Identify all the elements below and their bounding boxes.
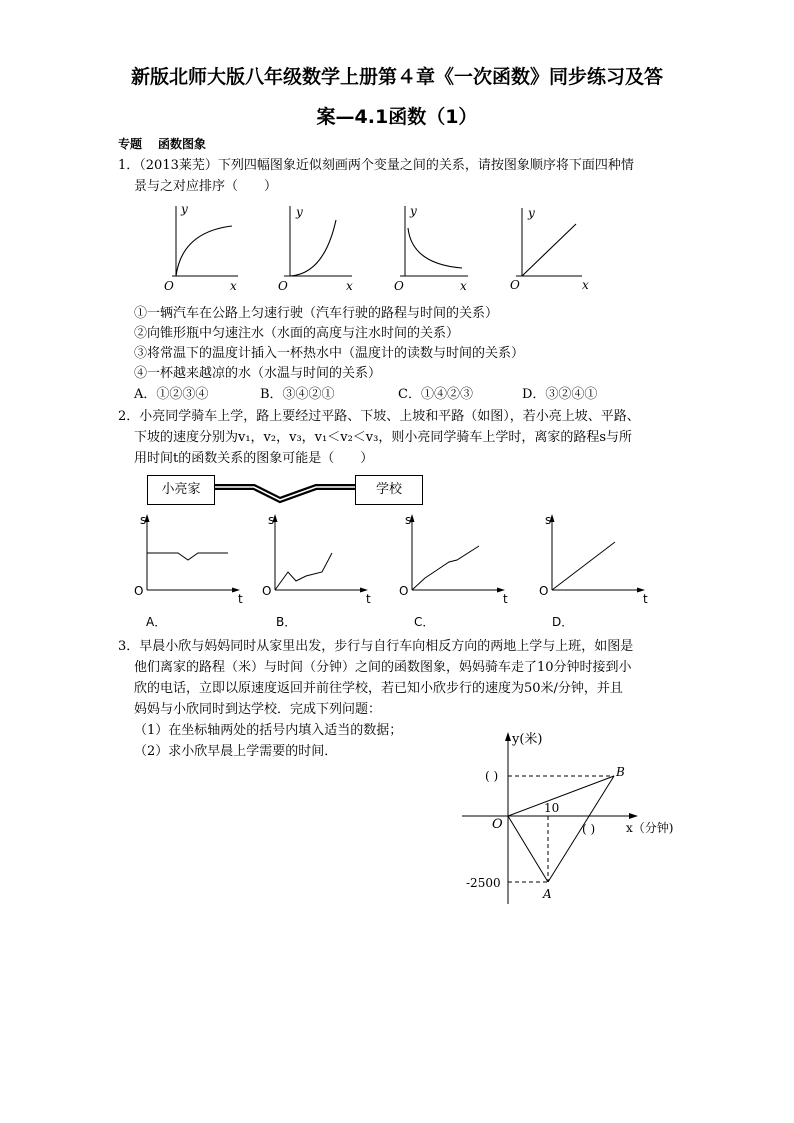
q2-gd-origin: O — [539, 584, 549, 598]
document-title-line2: 案—4.1函数（1） — [316, 106, 478, 128]
q3-graph — [456, 726, 686, 916]
q3-stem-line2: 他们离家的路程（米）与时间（分钟）之间的函数图象，妈妈骑车走了10分钟时接到小 — [134, 660, 632, 675]
q1-g3-origin: O — [394, 279, 404, 293]
q1-graph-1 — [158, 198, 248, 294]
q1-option-b: B．③④②① — [260, 387, 335, 402]
q3-y-blank: ( ) — [485, 769, 499, 783]
q3-origin-label: O — [492, 817, 503, 832]
q2-graph-c — [393, 510, 523, 610]
q2-option-b: B． — [276, 615, 297, 629]
q2-option-d: D． — [552, 615, 574, 629]
q2-gb-y-label: s — [268, 513, 275, 527]
q2-gd-y-label: s — [545, 513, 552, 527]
q3-sub-question-1: （1）在坐标轴两处的括号内填入适当的数据； — [134, 723, 403, 738]
topic-name: 函数图象 — [158, 137, 207, 151]
q2-ga-origin: O — [134, 584, 144, 598]
q2-gc-y-label: s — [405, 513, 412, 527]
q1-g2-origin: O — [278, 279, 288, 293]
q2-road-diagram — [214, 478, 356, 508]
q3-y-axis-label: y(米) — [512, 732, 543, 747]
q1-g3-y-label: y — [410, 204, 417, 218]
q2-stem-line2: 下坡的速度分别为v₁，v₂，v₃，v₁＜v₂＜v₃，则小亮同学骑车上学时，离家的路程s与所 — [134, 430, 633, 445]
q2-graph-a — [128, 510, 258, 610]
q3-point-a: A — [543, 887, 552, 901]
q2-stem-line3: 用时间t的函数关系的图象可能是（ ） — [134, 451, 374, 466]
q1-item-1: ①一辆汽车在公路上匀速行驶（汽车行驶的路程与时间的关系） — [134, 306, 499, 321]
q1-graph-4 — [504, 200, 594, 296]
document-title-line1: 新版北师大版八年级数学上册第４章《一次函数》同步练习及答 — [130, 66, 663, 88]
q1-g1-y-label: y — [181, 202, 188, 216]
q1-graph-2 — [270, 198, 360, 294]
q1-option-c: C．①④②③ — [398, 387, 473, 402]
q3-sub-question-2: （2）求小欣早晨上学需要的时间． — [134, 744, 338, 759]
q1-stem-line1: 1．（2013莱芜）下列四幅图象近似刻画两个变量之间的关系，请按图象顺序将下面四种情 — [118, 158, 634, 173]
q1-option-d: D．③②④① — [522, 387, 598, 402]
q2-option-c: C． — [414, 615, 435, 629]
q2-ga-y-label: s — [140, 513, 147, 527]
q2-stem-line1: 2．小亮同学骑车上学，路上要经过平路、下坡、上坡和平路（如图），若小亮上坡、平路、 — [118, 409, 640, 424]
q2-graph-d — [533, 510, 663, 610]
q3-tick-neg-2500: -2500 — [466, 876, 501, 890]
q3-x-axis-label: x（分钟) — [626, 821, 674, 835]
q2-gd-x-label: t — [643, 592, 648, 606]
q1-g3-x-label: x — [460, 279, 467, 293]
q1-item-2: ②向锥形瓶中匀速注水（水面的高度与注水时间的关系） — [134, 326, 460, 341]
q2-gc-x-label: t — [503, 592, 508, 606]
q3-tick-10: 10 — [544, 801, 560, 815]
q2-gc-origin: O — [399, 584, 409, 598]
q1-g2-y-label: y — [296, 205, 303, 219]
q2-graph-b — [256, 510, 386, 610]
q1-item-3: ③将常温下的温度计插入一杯热水中（温度计的读数与时间的关系） — [134, 346, 525, 361]
q3-point-b: B — [616, 765, 625, 779]
q1-g4-x-label: x — [582, 278, 589, 292]
q1-item-4: ④一杯越来越凉的水（水温与时间的关系） — [134, 366, 382, 381]
q3-stem-line1: 3．早晨小欣与妈妈同时从家里出发，步行与自行车向相反方向的两地上学与上班，如图是 — [118, 639, 634, 654]
q2-option-a: A． — [146, 615, 167, 629]
q3-stem-line3: 欣的电话，立即以原速度返回并前往学校，若已知小欣步行的速度为50米/分钟，并且 — [134, 681, 623, 696]
topic-label: 专题 — [118, 137, 143, 151]
q2-ga-x-label: t — [238, 592, 243, 606]
q1-option-a: A．①②③④ — [134, 387, 209, 402]
q1-graph-3 — [388, 198, 478, 294]
q1-g4-y-label: y — [528, 206, 535, 220]
q3-x-blank: ( ) — [582, 822, 596, 836]
school-box: 学校 — [355, 475, 423, 505]
home-box: 小亮家 — [147, 475, 215, 505]
q2-gb-origin: O — [262, 584, 272, 598]
topic-header — [118, 136, 206, 153]
q1-g2-x-label: x — [346, 279, 353, 293]
q1-g1-x-label: x — [230, 279, 237, 293]
q3-stem-line4: 妈妈与小欣同时到达学校．完成下列问题： — [134, 702, 382, 717]
q1-g4-origin: O — [510, 278, 520, 292]
q1-g1-origin: O — [164, 279, 174, 293]
q2-gb-x-label: t — [366, 592, 371, 606]
q1-stem-line2: 景与之对应排序（ ） — [134, 179, 278, 194]
